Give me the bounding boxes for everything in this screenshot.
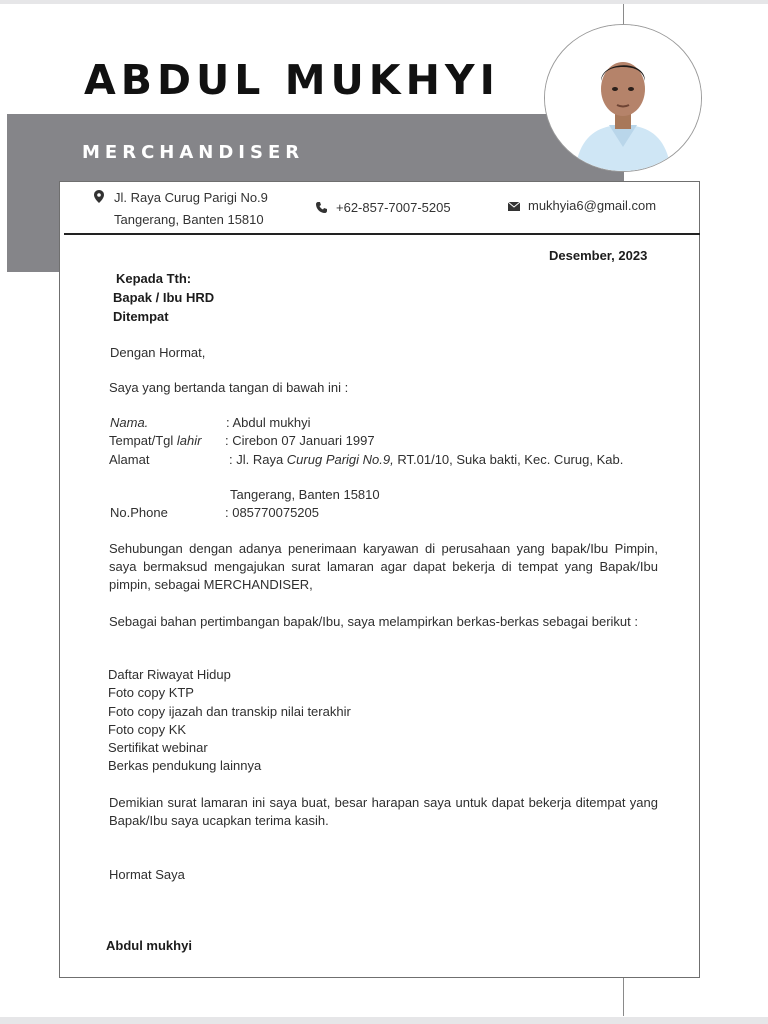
field-label-name: Nama.	[110, 415, 149, 430]
greeting: Dengan Hormat,	[110, 345, 206, 360]
bottom-strip	[0, 1017, 768, 1024]
list-item: Berkas pendukung lainnya	[108, 758, 262, 774]
field-label-birth-b: lahir	[176, 433, 202, 448]
field-value-birth: : Cirebon 07 Januari 1997	[225, 433, 375, 448]
email-address: mukhyia6@gmail.com	[528, 198, 657, 213]
list-item: Foto copy KK	[108, 721, 187, 737]
location-pin-icon	[94, 188, 106, 209]
phone-icon	[316, 198, 328, 219]
profile-photo	[544, 24, 702, 172]
contact-email	[508, 195, 656, 217]
address-line-1: Jl. Raya Curug Parigi No.9	[114, 190, 268, 205]
letter-date: Desember, 2023	[549, 248, 648, 263]
paragraph-attachments-intro: Sebagai bahan pertimbangan bapak/Ibu, saya melampirkan berkas-berkas sebagai berikut :	[109, 614, 638, 629]
field-label-birth	[109, 432, 202, 450]
recipient-line-1: Kepada Tth:	[116, 271, 192, 286]
divider-line-bottom	[623, 978, 624, 1016]
contact-phone	[316, 197, 451, 219]
field-label-birth-a: Tempat/Tgl	[109, 433, 177, 448]
signoff: Hormat Saya	[109, 867, 185, 882]
attachment-list	[108, 666, 351, 776]
phone-number: +62-857-7007-5205	[336, 200, 451, 215]
field-value-name: : Abdul mukhyi	[226, 415, 311, 430]
recipient-line-3: Ditempat	[113, 309, 169, 324]
header-band-side	[7, 181, 59, 272]
top-strip	[0, 0, 768, 4]
applicant-name-heading: ABDUL MUKHYI	[84, 56, 500, 104]
paragraph-purpose: Sehubungan dengan adanya penerimaan karyawan di perusahaan yang bapak/Ibu Pimpin, saya bermaksud mengajukan surat lamaran agar dapat bekerja di tempat yang Bapak/Ibu pimpin, sebagai MERCHANDISER,	[109, 541, 658, 592]
envelope-icon	[508, 196, 520, 217]
field-value-address	[229, 451, 623, 469]
field-value-address-line2: Tangerang, Banten 15810	[230, 487, 380, 502]
field-value-address-b: Curug Parigi No.9,	[286, 452, 394, 467]
field-label-phone: No.Phone	[110, 505, 168, 520]
contact-divider	[64, 233, 700, 235]
intro-text: Saya yang bertanda tangan di bawah ini :	[109, 380, 349, 395]
field-value-address-c: RT.01/10, Suka bakti, Kec. Curug, Kab.	[393, 452, 624, 467]
signature-name: Abdul mukhyi	[106, 938, 192, 953]
recipient-line-2: Bapak / Ibu HRD	[113, 290, 215, 305]
divider-line-top	[623, 4, 624, 26]
list-item: Sertifikat webinar	[108, 740, 208, 756]
job-title: MERCHANDISER	[82, 142, 305, 163]
contact-address	[94, 187, 268, 209]
field-value-address-a: : Jl. Raya	[229, 452, 287, 467]
list-item: Daftar Riwayat Hidup	[108, 667, 231, 682]
field-label-address: Alamat	[109, 452, 150, 467]
list-item: Foto copy KTP	[108, 685, 194, 701]
list-item: Foto copy ijazah dan transkip nilai terakhir	[108, 703, 351, 719]
person-portrait-icon	[545, 25, 701, 171]
paragraph-closing: Demikian surat lamaran ini saya buat, besar harapan saya untuk dapat bekerja ditempat yang Bapak/Ibu saya ucapkan terima kasih.	[109, 795, 658, 828]
address-line-2: Tangerang, Banten 15810	[114, 212, 264, 227]
field-value-phone: : 085770075205	[225, 505, 319, 520]
